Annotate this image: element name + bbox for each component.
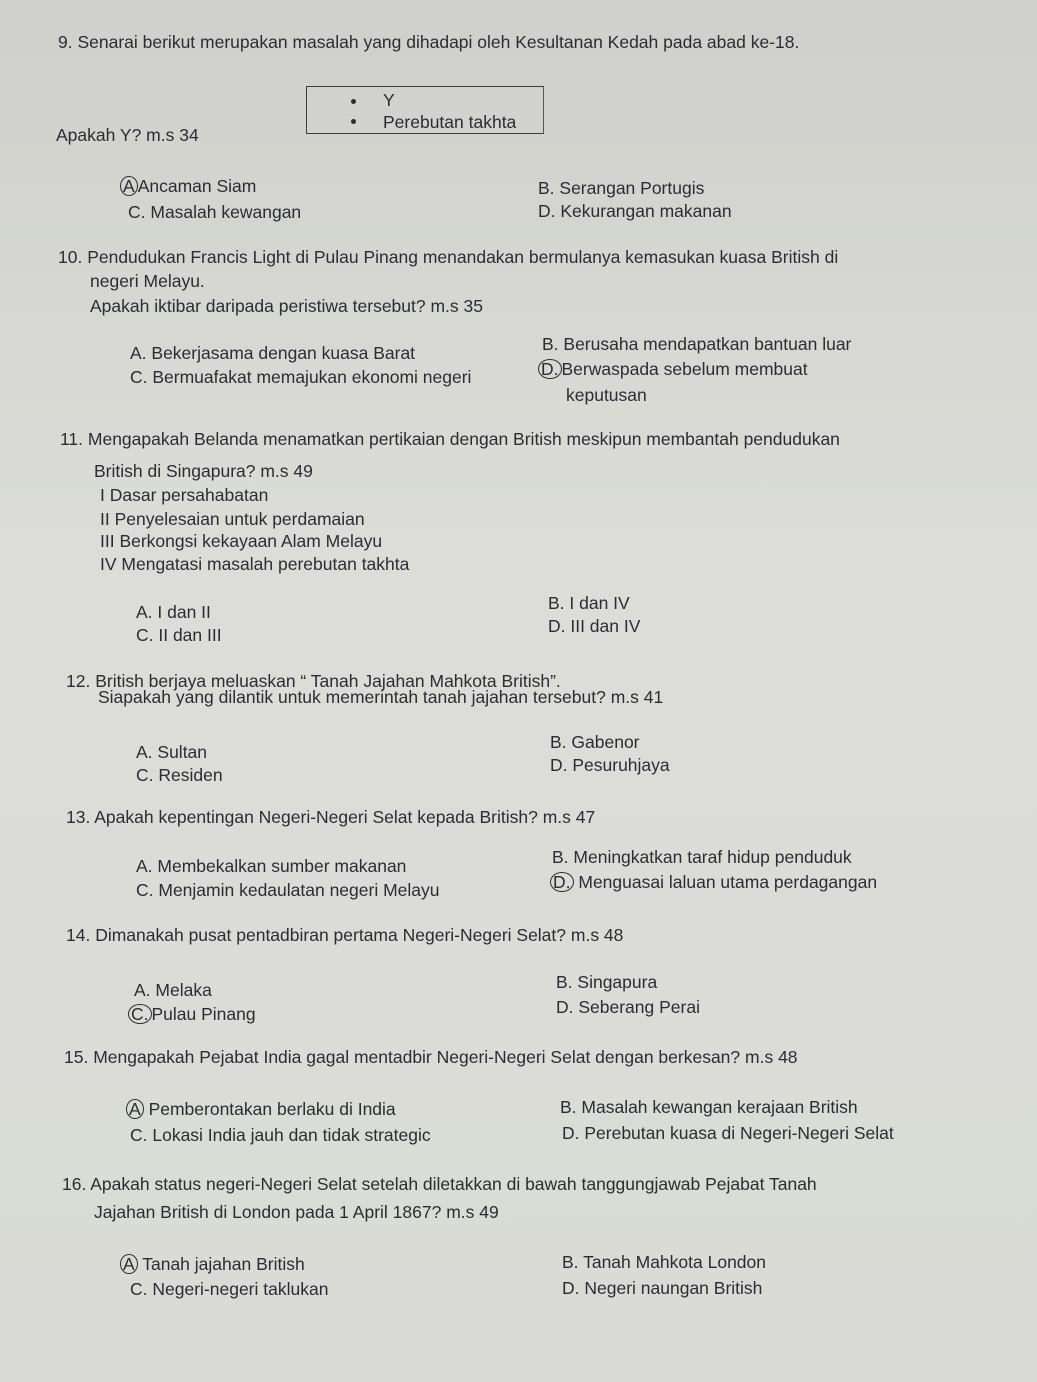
q16-option-a[interactable]: A Tanah jajahan British [120,1253,305,1275]
q16-option-b[interactable]: B. Tanah Mahkota London [562,1252,767,1272]
q9-box-item-2: Perebutan takhta [383,112,517,132]
q15-option-c[interactable]: C. Lokasi India jauh dan tidak strategic [130,1125,431,1145]
q14-option-a[interactable]: A. Melaka [134,980,212,1000]
q13-option-d[interactable]: D. Menguasai laluan utama perdagangan [550,871,877,893]
q10-option-a[interactable]: A. Bekerjasama dengan kuasa Barat [130,343,416,363]
q11-item-3: III Berkongsi kekayaan Alam Melayu [100,531,383,551]
q10-option-d-cont: keputusan [566,385,647,405]
q11-question-line1: 11. Mengapakah Belanda menamatkan pertikaian dengan British meskipun membantah pendudukan [60,429,840,449]
q13-question: 13. Apakah kepentingan Negeri-Negeri Selat kepada British? m.s 47 [66,807,596,827]
q9-option-c[interactable]: C. Masalah kewangan [128,202,302,222]
q10-option-d[interactable]: D. Berwaspada sebelum membuat [538,358,808,380]
q9-question: 9. Senarai berikut merupakan masalah yang dihadapi oleh Kesultanan Kedah pada abad ke-18. [58,32,800,52]
q16-question-line1: 16. Apakah status negeri-Negeri Selat setelah diletakkan di bawah tanggungjawab Pejabat Tanah [62,1174,817,1194]
q15-option-b[interactable]: B. Masalah kewangan kerajaan British [560,1097,858,1117]
q9-option-b[interactable]: B. Serangan Portugis [538,178,705,198]
q12-option-b[interactable]: B. Gabenor [550,732,640,752]
q11-option-a[interactable]: A. I dan II [136,602,211,622]
bullet-icon [351,99,356,104]
q10-question-line1: 10. Pendudukan Francis Light di Pulau Pinang menandakan bermulanya kemasukan kuasa British di [58,247,839,267]
q15-option-d[interactable]: D. Perebutan kuasa di Negeri-Negeri Selat [562,1123,894,1143]
q11-item-1: I Dasar persahabatan [100,485,269,505]
answer-mark: D. [538,359,562,379]
q16-option-c[interactable]: C. Negeri-negeri taklukan [130,1279,329,1299]
q12-option-a[interactable]: A. Sultan [136,742,208,762]
q13-option-a[interactable]: A. Membekalkan sumber makanan [136,856,407,876]
q14-question: 14. Dimanakah pusat pentadbiran pertama Negeri-Negeri Selat? m.s 48 [66,925,624,945]
q9-option-a[interactable]: A Ancaman Siam [120,175,256,197]
q9-list-box [306,86,544,134]
q14-option-d[interactable]: D. Seberang Perai [556,997,700,1017]
q14-option-c[interactable]: C. Pulau Pinang [128,1003,256,1025]
answer-mark: A [126,1099,144,1119]
q12-question-line2: Siapakah yang dilantik untuk memerintah tanah jajahan tersebut? m.s 41 [98,687,664,707]
answer-mark: A [120,176,138,196]
q11-option-d[interactable]: D. III dan IV [548,616,641,636]
q15-question: 15. Mengapakah Pejabat India gagal mentadbir Negeri-Negeri Selat dengan berkesan? m.s 48 [64,1047,798,1067]
q10-option-b[interactable]: B. Berusaha mendapatkan bantuan luar [542,334,852,354]
q13-option-b[interactable]: B. Meningkatkan taraf hidup penduduk [552,847,852,867]
answer-mark: A [120,1254,138,1274]
q10-question-line2: negeri Melayu. [90,271,205,291]
q9-ask: Apakah Y? m.s 34 [56,125,199,145]
q13-option-c[interactable]: C. Menjamin kedaulatan negeri Melayu [136,880,440,900]
answer-mark: D. [550,872,574,892]
q15-option-a[interactable]: A Pemberontakan berlaku di India [126,1098,396,1120]
q12-question-line1: 12. British berjaya meluaskan “ Tanah Jajahan Mahkota British”. [66,671,561,691]
q10-ask: Apakah iktibar daripada peristiwa tersebut? m.s 35 [90,296,483,316]
q12-option-c[interactable]: C. Residen [136,765,223,785]
q11-question-line2: British di Singapura? m.s 49 [94,461,313,481]
answer-mark: C. [128,1004,152,1024]
q11-option-c[interactable]: C. II dan III [136,625,222,645]
q9-box-item-y: Y [383,90,395,110]
q14-option-b[interactable]: B. Singapura [556,972,658,992]
q11-item-4: IV Mengatasi masalah perebutan takhta [100,554,410,574]
q11-option-b[interactable]: B. I dan IV [548,593,630,613]
q16-question-line2: Jajahan British di London pada 1 April 1867? m.s 49 [94,1202,499,1222]
q12-option-d[interactable]: D. Pesuruhjaya [550,755,670,775]
bullet-icon [351,119,356,124]
q10-option-c[interactable]: C. Bermuafakat memajukan ekonomi negeri [130,367,472,387]
q11-item-2: II Penyelesaian untuk perdamaian [100,509,365,529]
q9-option-d[interactable]: D. Kekurangan makanan [538,201,732,221]
q16-option-d[interactable]: D. Negeri naungan British [562,1278,763,1298]
